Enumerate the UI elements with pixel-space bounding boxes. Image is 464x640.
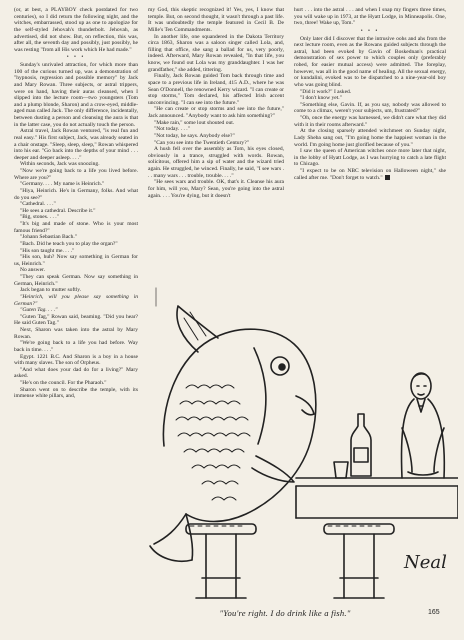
fish-scales xyxy=(176,385,250,500)
paragraph: "And what does your dad do for a living?" Mary asked. xyxy=(14,366,138,380)
paragraph: In another life, one squandered in the Dakota Territory circa 1863, Sharon was a saloon singer called Lola, and, filling that office, she sang a ballad for us, very poorly, indeed. Afterward, Mary Rowan revealed, "In that life, you know, we found out Lola was my granddaughter. I was her grandfather," she added, tittering. xyxy=(148,33,284,73)
paragraph: Only later did I discover that the intrusive oohs and ahs from the next lecture room, even as the Rowans guided subjects through the astral, had been evoked by Gavin of Boskednan's practical demonstration of sex power to which couples only (preferably robed, for easier mutual access) were admitted. The foreplay, however, was all in the good name of healing. All the sexual energy, or kundalini, evoked was to be dispatched to a nine-year-old boy who was going blind. xyxy=(294,35,446,88)
paragraph: Jack began to mutter softly. xyxy=(20,287,82,294)
paragraph: "It's big and made of stone. Who is your most famous friend?" xyxy=(14,221,138,234)
paragraph: "Big, stones. . . ." xyxy=(20,214,59,221)
paragraph: "He sees wars and trouble. OK, that's it. Cleanse his aura for him, will you, Mary? Sean, you're going into the astral again. . . . You're dying, but it doesn't xyxy=(148,179,284,199)
end-mark-icon xyxy=(385,175,390,180)
paragraph: "Guten Tag. . . ." xyxy=(20,307,58,314)
paragraph: Astral travel, Jack Rowan ventured, "is real fun and real easy." His first subject, Jack, was already seated in a chair onstage. "Sleep, sleep, sleep," Rowan whispered into his ear. "Go back into the depths of your mind . . . deeper and deeper asleep. . . ." xyxy=(14,128,138,161)
paragraph: Next, Sharon was taken into the astral by Mary Rowan. xyxy=(14,327,138,340)
paragraph: "Germany. . . . My name is Heinrich." xyxy=(20,181,105,188)
paragraph: "His son, huh? Now say something in German for us, Heinrich." xyxy=(14,254,138,267)
paragraph: "Cathedral. . . ." xyxy=(20,201,56,208)
paragraph: "Johann Sebastian Bach." xyxy=(20,234,78,241)
paragraph: "I don't know yet." xyxy=(300,95,342,102)
paragraph: "Oh, once the energy was harnessed, we didn't care what they did with it in their rooms afterward." xyxy=(294,115,446,128)
paragraph: my God, this skeptic recognized it! Yes, yes, I know that temple. But, on second thought, it wasn't through a past life. It was undoubtedly the temple featured in Cecil B. De Mille's Ten Commandments. xyxy=(148,7,284,33)
paragraph: "Something else, Gavin. If, as you say, nobody was allowed to come to a climax, weren't your subjects, um, frustrated?" xyxy=(294,101,446,115)
paragraph: Within seconds, Jack was snoozing. xyxy=(20,161,100,168)
paragraph: "Now we're going back to a life you lived before. Where are you?" xyxy=(14,168,138,181)
paragraph: "Did it work?" I asked. xyxy=(300,88,352,95)
paragraph: • • • xyxy=(66,54,86,61)
paragraph: • • • xyxy=(360,27,380,34)
paragraph: "Make rain," some lout shouted out. xyxy=(154,119,235,126)
fish xyxy=(150,306,316,561)
bottle xyxy=(351,414,371,476)
paragraph: "He sees a cathedral. Describe it." xyxy=(20,207,96,214)
paragraph: Sharon went on to describe the temple, with its immense white pillars, and, xyxy=(14,386,138,400)
paragraph: I saw the queen of American witches once more later that night, in the lobby of Hyatt Lodge, as I was hurrying to catch a late flight to Chicago. xyxy=(294,148,446,168)
article-column-3 xyxy=(294,7,446,307)
paragraph: "Not today, he says. Anybody else?" xyxy=(154,132,235,139)
paragraph: "We're going back to a life you had before. Way back in time. . . ." xyxy=(14,340,138,353)
article-column-1 xyxy=(14,7,138,639)
paragraph: "Can you see into the Twentieth Century?" xyxy=(154,139,249,146)
page-number: 165 xyxy=(428,609,440,616)
paragraph: "They can speak German. Now say something in German, Heinrich." xyxy=(14,274,138,287)
paragraph: At the closing sparsely attended witchmeet on Sunday night, Lady Sheba sang out, "I'm going home the happiest woman in the world. I'm going home just glorified because of you." xyxy=(294,128,446,148)
paragraph: hurt . . . into the astral . . . and when I snap my fingers three times, you will wake up in 1973, at the Hyatt Lodge, in Minneapolis. One, two, three! Wake up, Tom." xyxy=(294,7,446,27)
fish-at-bar-cartoon xyxy=(146,268,458,604)
paragraph: No answer. xyxy=(20,267,45,274)
paragraph: (or, at best, a PLAYBOY check postdated for two centuries), so I did return the following night, and the witches, embarrassed, stood up as one to apologize for the self-styled Jehovah's thunderbolt. Jehovah, as advertised, did not show. But, on reflection, this was, after all, the seventh day and possibly, just possibly, he was resting "from all His work which He had made." xyxy=(14,7,138,53)
paragraph: "I expect to be on NBC television on Halloween night," she called after me. "Don't forget to watch." xyxy=(294,168,446,181)
paragraph: "Hiya, Heinrich. He's in Germany, folks. And what do you see?" xyxy=(14,187,138,201)
cartoon-caption: "You're right. I do drink like a fish." xyxy=(219,608,351,618)
paragraph: "He can create or stop storms and see into the future," Jack announced. "Anybody want to ask him something?" xyxy=(148,106,284,119)
paragraph: "He's on the council. For the Pharaoh." xyxy=(20,380,107,386)
bar-stools xyxy=(186,524,394,598)
bar-counter xyxy=(296,478,458,518)
glass xyxy=(334,462,348,478)
paragraph: Sunday's unrivaled attraction, for which more than 100 of the curious turned up, was a demonstration of "hypnosis, regression and possible memory" by Jack and Mary Rowan. Three subjects, or astral trippers, were on hand, having their auras cleansed, when I slipped into the lecture room—two youngsters (Tom and a plump blonde, Sharon) and a crow-eyed, middle-aged man called Jack. The only difference, incidentally, between dusting a person and cleansing the aura is that in the latter case, you do not actually touch the person. xyxy=(14,62,138,128)
bartender xyxy=(402,373,445,478)
paragraph: A hush fell over the assembly as Tom, his eyes closed, obviously in a trance, struggled with words. Rowan, solicitous, offered him a sip of water and the wizard tried again. He struggled, he winced. Finally, he said, "I see wars . . . many wars . . . trouble, trouble. . . ." xyxy=(148,146,284,179)
paragraph: Egypt. 1221 B.C. And Sharon is a boy in a house with many slaves. The son of Orpheus. xyxy=(14,353,138,367)
paragraph: "Bach. Did he teach you to play the organ?" xyxy=(20,240,118,247)
paragraph: Finally, Jack Rowan guided Tom back through time and space to a previous life in Ireland, 415 A.D., where he was Sean O'Donnell, the renowned Kerry wizard. "I can create or stop storms," Tom declared, his affected Irish accent unconvincing. "I can see into the future." xyxy=(148,73,284,106)
article-column-2 xyxy=(148,7,284,279)
paragraph: "Not today. . . ." xyxy=(154,126,190,133)
cartoonist-signature: Neal xyxy=(404,552,447,573)
paragraph: "His son taught me. . . ." xyxy=(20,247,75,254)
paragraph: "Guten Tag," Rowan said, beaming. "Did you hear? He said Guten Tag." xyxy=(14,313,138,327)
paragraph: "Heinrich, will you please say something in German?" xyxy=(14,293,138,307)
